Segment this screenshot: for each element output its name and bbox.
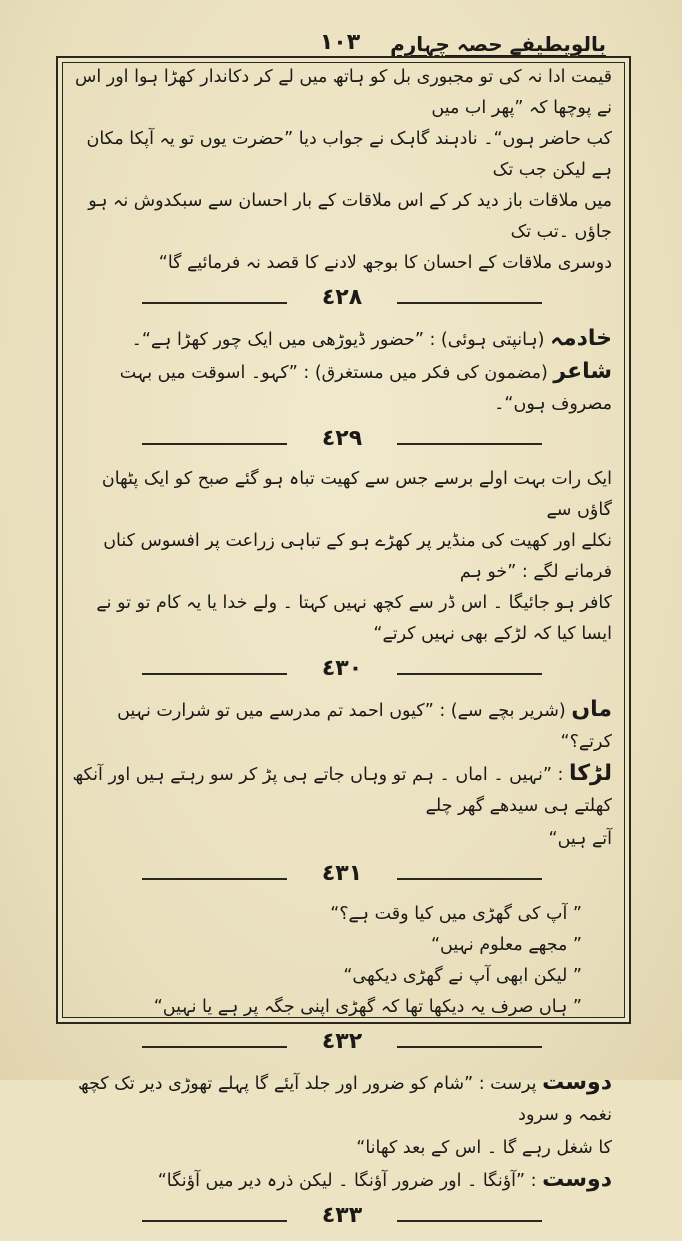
- section-divider-431: [72, 861, 612, 895]
- text-line: دوسری ملاقات کے احسان کا بوجھ لادنے کا قصد نہ فرمائیے گا“: [158, 253, 612, 273]
- dialogue-text: : ”آؤنگا ۔ اور ضرور آؤنگا ۔ لیکن ذرہ دیر میں آؤنگا“: [157, 1171, 543, 1191]
- page-body: [72, 62, 612, 1241]
- dialogue-line: ” ہاں صرف یہ دیکھا تھا کہ گھڑی اپنی جگہ پر ہے یا نہیں“: [153, 997, 582, 1017]
- dialogue-line: [72, 356, 612, 420]
- anecdote-number: ٤٣٠: [321, 656, 363, 681]
- divider-rule: [397, 878, 542, 880]
- dialogue-line: [72, 1164, 612, 1197]
- divider-rule: [142, 302, 287, 304]
- anecdote-number: ٤٣١: [321, 861, 363, 886]
- dialogue-line: ” لیکن ابھی آپ نے گھڑی دیکھی“: [343, 966, 582, 986]
- divider-rule: [142, 1220, 287, 1222]
- anecdote-432: [72, 1067, 612, 1197]
- section-divider-430: [72, 656, 612, 690]
- speaker: لڑکا: [568, 761, 612, 786]
- anecdote-429: [72, 464, 612, 650]
- dialogue-text: آتے ہیں“: [548, 829, 612, 849]
- dialogue-text: (مضمون کی فکر میں مستغرق) : ”کہو۔ اسوقت میں بہت مصروف ہوں“۔: [119, 363, 612, 414]
- speaker: شاعر: [553, 359, 612, 384]
- dialogue-line: [72, 1131, 612, 1164]
- anecdote-430: [72, 694, 612, 855]
- divider-rule: [142, 673, 287, 675]
- divider-rule: [142, 443, 287, 445]
- section-divider-429: [72, 426, 612, 460]
- dialogue-line: [72, 1067, 612, 1131]
- anecdote-431: [72, 899, 612, 1023]
- dialogue-text: (شریر بچے سے) : ”کیوں احمد تم مدرسے میں تو شرارت نہیں کرتے؟“: [117, 701, 612, 752]
- anecdote-number: ٤٢٨: [321, 285, 363, 310]
- divider-rule: [142, 878, 287, 880]
- anecdote-number: ٤٢٩: [321, 426, 363, 451]
- anecdote-428: [72, 323, 612, 420]
- running-title: بالویطیفے حصہ چہارم: [390, 32, 606, 56]
- text-line: کافر ہو جائیگا ۔ اس ڈر سے کچھ نہیں کہتا ۔ ولے خدا یا یہ کام تو تو نے ایسا کیا کہ لڑکے بھی نہیں کرتے“: [96, 593, 612, 644]
- anecdote-427-tail: [72, 62, 612, 279]
- dialogue-line: ” آپ کی گھڑی میں کیا وقت ہے؟“: [330, 904, 582, 924]
- text-line: میں ملاقات باز دید کر کے اس ملاقات کے بار احسان سے سبکدوش نہ ہو جاؤں ۔تب تک: [88, 191, 612, 242]
- speaker: ماں: [571, 697, 612, 722]
- divider-rule: [397, 673, 542, 675]
- dialogue-line: [72, 323, 612, 356]
- dialogue-line: ” مجھے معلوم نہیں“: [430, 935, 582, 955]
- dialogue-line: [72, 822, 612, 855]
- page-header: [0, 22, 682, 58]
- dialogue-text: (ہانپتی ہوئی) : ”حضور ڈیوڑھی میں ایک چور کھڑا ہے“۔: [131, 330, 551, 350]
- dialogue-line: [72, 758, 612, 822]
- dialogue-text: : ”نہیں ۔ اماں ۔ ہم تو وہاں جاتے ہی پڑ کر سو رہتے ہیں اور آنکھ کھلتے ہی سیدھے گھر چلے: [72, 765, 612, 816]
- section-divider-428: [72, 285, 612, 319]
- dialogue-text: کا شغل رہے گا ۔ اس کے بعد کھانا“: [356, 1138, 612, 1158]
- divider-rule: [397, 443, 542, 445]
- speaker: دوست: [542, 1167, 612, 1192]
- divider-rule: [142, 1046, 287, 1048]
- dialogue-line: [72, 694, 612, 758]
- section-divider-433: [72, 1203, 612, 1237]
- anecdote-number: ٤٣٣: [321, 1203, 363, 1228]
- dialogue-text: پرست : ”شام کو ضرور اور جلد آیئے گا پہلے تھوڑی دیر تک کچھ نغمہ و سرود: [77, 1074, 612, 1125]
- text-line: نکلے اور کھیت کی منڈیر پر کھڑے ہو کے تباہی زراعت پر افسوس کناں فرمانے لگے : ”خو ہم: [103, 531, 612, 582]
- divider-rule: [397, 1046, 542, 1048]
- text-line: کب حاضر ہوں“۔ نادہند گاہک نے جواب دیا ”حضرت یوں تو یہ آپکا مکان ہے لیکن جب تک: [86, 129, 612, 180]
- text-line: قیمت ادا نہ کی تو مجبوری بل کو ہاتھ میں لے کر دکاندار کھڑا ہوا اور اس نے پوچھا کہ ”پھر اب میں: [74, 67, 612, 118]
- text-line: ایک رات بہت اولے برسے جس سے کھیت تباہ ہو گئے صبح کو ایک پٹھان گاؤں سے: [101, 469, 612, 520]
- anecdote-number: ٤٣٢: [321, 1029, 363, 1054]
- section-divider-432: [72, 1029, 612, 1063]
- divider-rule: [397, 302, 542, 304]
- speaker: خادمہ: [550, 326, 612, 351]
- divider-rule: [397, 1220, 542, 1222]
- speaker: دوست: [542, 1070, 612, 1095]
- page-number: ١٠٣: [319, 30, 361, 55]
